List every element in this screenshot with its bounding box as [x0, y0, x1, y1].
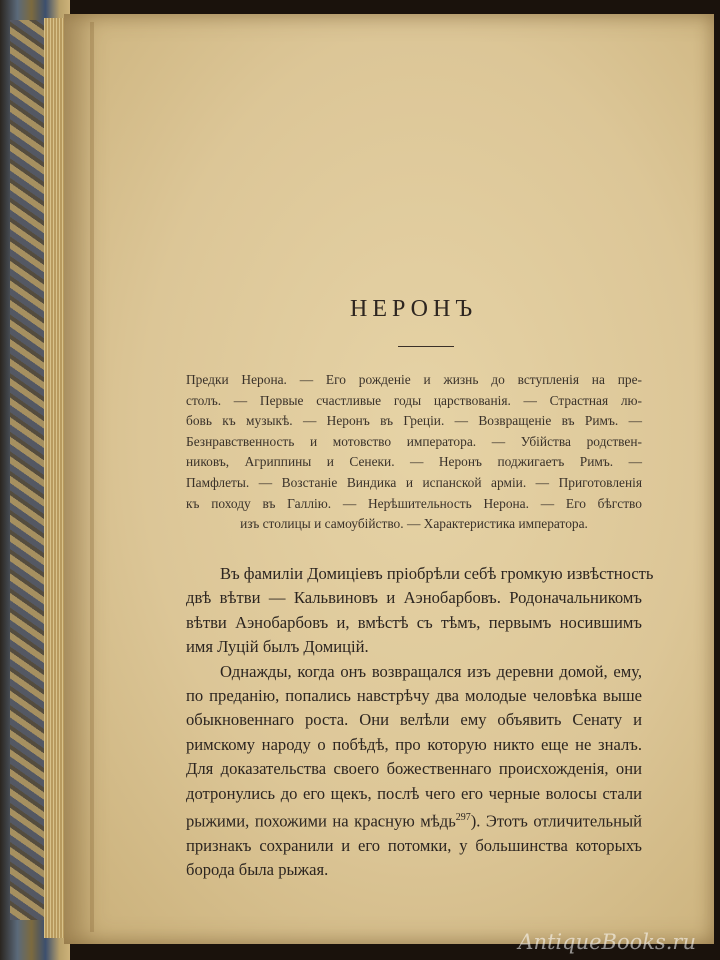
body-line: двѣ вѣтви — Кальвиновъ и Аэнобарбовъ. Родоначальникомъ	[186, 588, 642, 608]
body-line: борода была рыжая.	[186, 860, 329, 880]
body-line: римскому народу о побѣдѣ, про которую никто еще не зналъ.	[186, 734, 642, 754]
body-line-text: рыжими, похожими на красную мѣдь	[186, 811, 456, 831]
body-line: дотронулись до его щекъ, послѣ чего его черные волосы стали	[186, 783, 642, 803]
body-line-text: ). Этотъ отличительный	[470, 811, 642, 831]
watermark: AntiqueBooks.ru	[518, 930, 696, 954]
footnote-reference: 297	[455, 812, 471, 824]
summary-line: къ походу въ Галлію. — Нерѣшительность Нерона. — Его бѣгство	[186, 495, 642, 511]
chapter-summary	[186, 370, 642, 535]
marbled-endpaper	[10, 20, 44, 920]
body-line: по преданію, попались навстрѣчу два молодые человѣка выше	[186, 686, 642, 706]
summary-line: Безнравственность и мотовство императора. — Убійства родствен-	[186, 433, 642, 449]
body-line: признакъ сохранили и его потомки, у большинства которыхъ	[186, 836, 642, 855]
body-line: Для доказательства своего божественнаго происхожденія, они	[186, 759, 642, 779]
summary-line: Памфлеты. — Возстаніе Виндика и испанской арміи. — Приготовленія	[186, 474, 642, 490]
summary-line: никовъ, Агриппины и Сенеки. — Неронъ поджигаетъ Римъ. —	[186, 454, 642, 470]
summary-line: бовь къ музыкѣ. — Неронъ въ Греціи. — Возвращеніе въ Римъ. —	[186, 413, 642, 429]
body-line: имя Луцій былъ Домицій.	[186, 637, 369, 657]
body-line-with-footnote	[186, 806, 642, 834]
body-line: обыкновеннаго роста. Они велѣли ему объявить Сенату и	[186, 710, 642, 730]
body-line: вѣтви Аэнобарбовъ и, вмѣстѣ съ тѣмъ, первымъ носившимъ	[186, 612, 642, 632]
chapter-title: НЕРОНЪ	[350, 296, 478, 322]
body-line: Въ фамиліи Домиціевъ пріобрѣли себѣ громкую извѣстность	[220, 564, 654, 583]
summary-line: изъ столицы и самоубійство. — Характеристика императора.	[240, 516, 588, 532]
body-line: Однажды, когда онъ возвращался изъ деревни домой, ему,	[220, 661, 642, 681]
title-divider	[398, 346, 454, 347]
summary-line: Предки Нерона. — Его рожденіе и жизнь до вступленія на пре-	[186, 372, 642, 387]
summary-line: столъ. — Первые счастливые годы царствованія. — Страстная лю-	[186, 392, 642, 408]
chapter-body	[186, 562, 654, 883]
